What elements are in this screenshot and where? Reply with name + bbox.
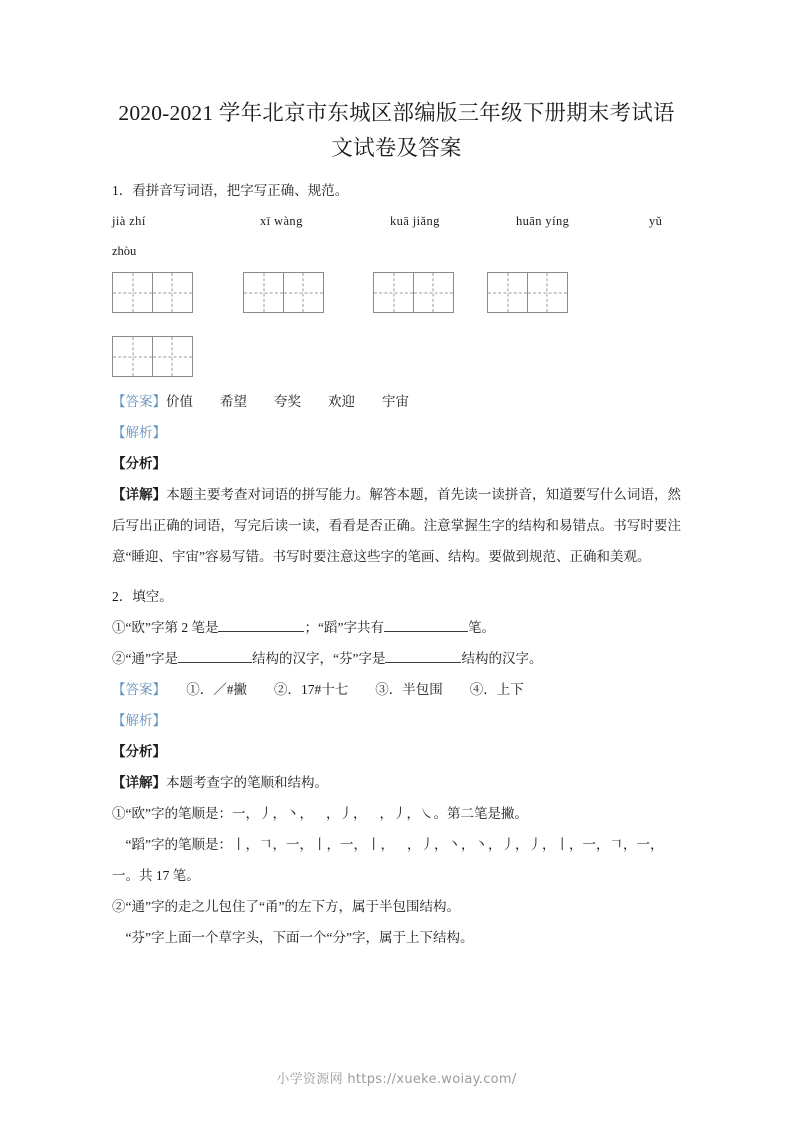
grid-cell[interactable] (152, 336, 193, 377)
stroke-order-dao-continued: 一。共 17 笔。 (112, 868, 200, 883)
structure-tong: ②“通”字的走之儿包住了“甬”的左下方，属于半包围结构。 (112, 899, 460, 914)
question-1-detail (112, 479, 681, 572)
question-1-fenxi-tag-line (112, 448, 681, 479)
grid-cell[interactable] (373, 272, 414, 313)
question-2-sub-1 (112, 612, 681, 643)
structure-fen (112, 922, 681, 953)
grid-cell[interactable] (243, 272, 284, 313)
q2-sub2-text-a: ②“通”字是 (112, 651, 178, 666)
q2-blank-2[interactable] (384, 631, 468, 632)
word-grid-kuajiang[interactable] (373, 272, 454, 313)
writing-grid-row-1 (112, 272, 681, 324)
word-grid-xiwang[interactable] (243, 272, 324, 313)
question-2-answer-text: ①．／#撇 ②．17#十七 ③．半包围 ④．上下 (159, 682, 524, 697)
analysis-tag: 【解析】 (112, 425, 166, 440)
question-1-answer-text: 价值 希望 夸奖 欢迎 宇宙 (166, 394, 409, 409)
footer-watermark: 小学资源网 https://xueke.woiay.com/ (276, 1072, 517, 1087)
grid-cell[interactable] (152, 272, 193, 313)
stroke-ou-prefix: ①“欧”字的笔顺是：一，丿，丶， (112, 806, 313, 821)
fenxi-tag: 【分析】 (112, 744, 166, 759)
stroke-ou-suffix: ，丿，㇏。第二笔是撇。 (379, 806, 528, 821)
question-2-sub-2 (112, 643, 681, 674)
question-1-prompt: 1．看拼音写词语，把字写正确、规范。 (112, 183, 349, 198)
pinyin-yu: yǔ (649, 214, 663, 228)
pinyin-kua-jiang: kuā jiǎng (390, 214, 440, 228)
grid-cell[interactable] (112, 272, 153, 313)
q2-blank-1[interactable] (218, 631, 304, 632)
writing-grid-row-2 (112, 336, 681, 386)
stroke-order-ou (112, 798, 681, 829)
word-grid-yuzhou[interactable] (112, 336, 193, 377)
fenxi-tag: 【分析】 (112, 456, 166, 471)
title-line-2: 文试卷及答案 (331, 136, 462, 160)
title-line-1: 2020-2021 学年北京市东城区部编版三年级下册期末考试语 (118, 101, 675, 125)
pinyin-row-1 (112, 206, 681, 236)
answer-tag: 【答案】 (112, 394, 166, 409)
question-1-answer (112, 386, 681, 417)
word-grid-huanying[interactable] (487, 272, 568, 313)
question-2-detail-text: 本题考查字的笔顺和结构。 (166, 775, 328, 790)
q2-sub2-text-c: 结构的汉字。 (461, 651, 543, 666)
pinyin-row-2: zhòu (112, 244, 137, 258)
grid-cell[interactable] (527, 272, 568, 313)
analysis-tag: 【解析】 (112, 713, 166, 728)
q2-sub1-text-c: 笔。 (467, 620, 495, 635)
pinyin-jia-zhi: jià zhí (112, 214, 146, 228)
q2-blank-4[interactable] (385, 662, 461, 663)
grid-cell[interactable] (283, 272, 324, 313)
stroke-dao-prefix: “蹈”字的笔顺是：丨，𠃍，一，丨，一，丨， (125, 837, 394, 852)
structure-fen-text: “芬”字上面一个草字头，下面一个“分”字，属于上下结构。 (125, 930, 474, 945)
q2-sub1-text-a: ①“欧”字第 2 笔是 (112, 620, 219, 635)
question-2-analysis-tag-line (112, 705, 681, 736)
detail-tag: 【详解】 (112, 775, 166, 790)
stroke-ou-mid: ，丿， (325, 806, 367, 821)
page-title (112, 0, 681, 166)
pinyin-huan-ying: huān yíng (516, 214, 570, 228)
question-1-detail-text: 本题主要考查对词语的拼写能力。解答本题，首先读一读拼音，知道要写什么词语，然后写出正确的词语，写完后读一读，看看是否正确。注意掌握生字的结构和易错点。书写时要注意“睡迎、宇宙”容易写错。书写时要注意这些字的笔画、结构。要做到规范、正确和美观。 (112, 487, 682, 564)
grid-cell[interactable] (112, 336, 153, 377)
grid-cell[interactable] (487, 272, 528, 313)
stroke-order-dao (112, 829, 681, 860)
question-2-fenxi-tag-line (112, 736, 681, 767)
q2-blank-3[interactable] (178, 662, 252, 663)
grid-cell[interactable] (413, 272, 454, 313)
answer-tag: 【答案】 (112, 682, 160, 697)
q2-sub2-text-b: 结构的汉字，“芬”字是 (251, 651, 386, 666)
detail-tag: 【详解】 (112, 487, 167, 502)
word-grid-jiazhi[interactable] (112, 272, 193, 313)
question-2-answer (112, 674, 681, 705)
question-1-analysis-tag-line (112, 417, 681, 448)
question-2-prompt: 2．填空。 (112, 589, 173, 604)
stroke-dao-suffix: ，丿，丶，丶，丿，丿，丨，一，𠃍，一， (406, 837, 664, 852)
question-2-detail (112, 767, 681, 798)
pinyin-xi-wang: xī wàng (260, 214, 303, 228)
q2-sub1-text-b: ；“蹈”字共有 (304, 620, 384, 635)
